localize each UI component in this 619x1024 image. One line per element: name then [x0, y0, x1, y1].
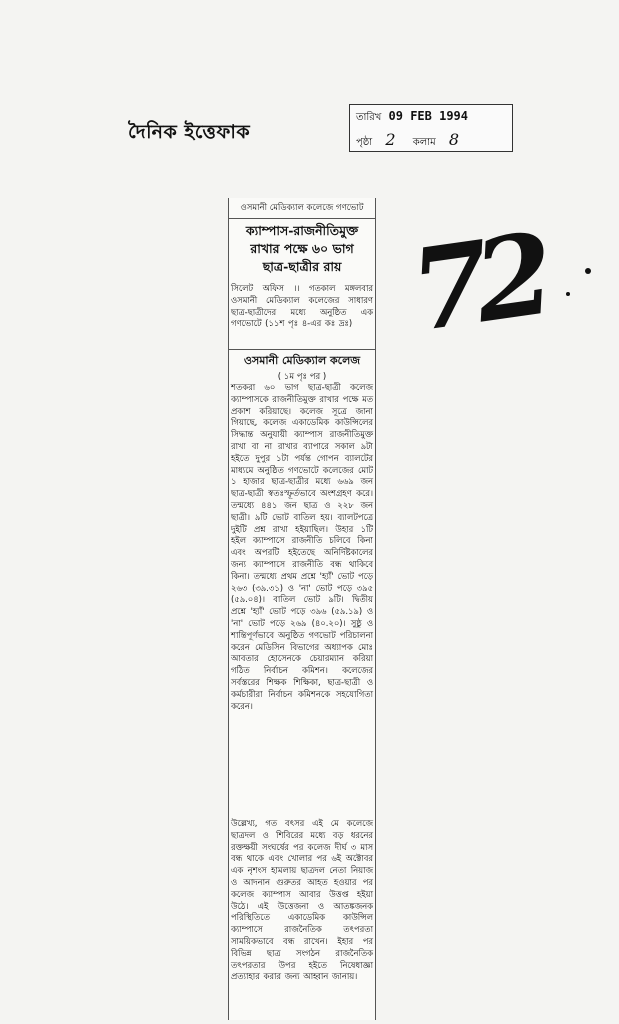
date-stamp	[349, 104, 513, 152]
stamp-date-row	[356, 109, 468, 127]
ink-dot	[566, 292, 570, 296]
continuation-reference: ( ১ম পৃঃ পর )	[277, 372, 327, 382]
article-kicker: ওসমানী মেডিক্যাল কলেজে গণভোট	[229, 201, 375, 219]
stamp-page-label: পৃষ্ঠা	[356, 137, 373, 148]
article-body-continued: উল্লেখ্য, গত বৎসর এই মে কলেজে ছাত্রদল ও শিবিরের মধ্যে বড় ধরনের রক্তক্ষয়ী সংঘর্ষের পর কলেজ দীর্ঘ ৩ মাস বন্ধ থাকে এবং খোলার পর ৬ই অক্টোবর এক নৃশংস হামলায় ছাত্রদল নেতা নিয়াজ ও আদনান গুরুতর আহত হওয়ার পর কলেজ ক্যাম্পাস আবার উত্তপ্ত হইয়া উঠে। এই উত্তেজনা ও আতঙ্কজনক পরিস্থিতিতে একাডেমিক কাউন্সিল ক্যাম্পাসে রাজনৈতিক তৎপরতা সাময়িকভাবে বন্ধ রাখেন। ইহার পর বিভিন্ন ছাত্র সংগঠন রাজনৈতিক তৎপরতার উপর হইতে নিষেধাজ্ঞা প্রত্যাহার করার জন্য আহ্বান জানায়।	[231, 818, 373, 982]
newspaper-masthead: দৈনিক ইত্তেফাক	[128, 121, 251, 143]
headline-line: ক্যাম্পাস-রাজনীতিমুক্ত	[245, 223, 359, 238]
article-lead: সিলেট অফিস ।। গতকাল মঙ্গলবার ওসমানী মেডিক্যাল কলেজের সাধারণ ছাত্র-ছাত্রীদের মধ্যে অনুষ্ঠিত এক গণভোটে (১১শ পৃঃ ৪-এর কঃ দ্রঃ)	[231, 283, 373, 329]
stamp-column-value: 8	[448, 130, 460, 149]
stamp-date-value: 09 FEB 1994	[388, 109, 469, 123]
article-body: শতকরা ৬০ ভাগ ছাত্র-ছাত্রী কলেজ ক্যাম্পাসকে রাজনীতিমুক্ত রাখার পক্ষে মত প্রকাশ করিয়াছে। কলেজ সূত্রে জানা গিয়াছে, কলেজ একাডেমিক কাউন্সিলের সিদ্ধান্ত অনুযায়ী ক্যাম্পাস রাজনীতিমুক্ত রাখা বা না রাখার ব্যাপারে সকাল ৯টা হইতে দুপুর ১টা পর্যন্ত গোপন ব্যালটের মাধ্যমে অনুষ্ঠিত গণভোটে কলেজের মোট ১ হাজার ছাত্র-ছাত্রীর মধ্যে ৬৬৯ জন ছাত্র-ছাত্রী স্বতঃস্ফূর্তভাবে অংশগ্রহণ করে। তন্মধ্যে ৪৪১ জন ছাত্র ও ২২৮ জন ছাত্রী। ৯টি ভোট বাতিল হয়। ব্যালটপত্রে দুইটি প্রশ্ন রাখা হইয়াছিল। উহার ১টি হইল ক্যাম্পাসে রাজনীতি চলিবে কিনা এবং অপরটি হইতেছে অনির্দিষ্টকালের জন্য ক্যাম্পাসে রাজনীতি বন্ধ থাকিবে কিনা। তন্মধ্যে প্রথম প্রশ্নে 'হ্যাঁ' ভোট পড়ে ২৬৩ (৩৯.৩১) ও 'না' ভোট পড়ে ৩৯৫ (৫৯.০৪)। বাতিল ভোট ৯টি। দ্বিতীয় প্রশ্নে 'হ্যাঁ' ভোট পড়ে ৩৯৬ (৫৯.১৯) ও 'না' ভোট পড়ে ২৬৯ (৪০.২০)। সুষ্ঠু ও শান্তিপূর্ণভাবে অনুষ্ঠিত গণভোট পরিচালনা করেন মেডিসিন বিভাগের অধ্যাপক মোঃ আবতার হোসেনকে চেয়ারম্যান করিয়া গঠিত নির্বাচন কমিশন। কলেজের সর্বস্তরের শিক্ষক শিক্ষিকা, ছাত্র-ছাত্রী ও কর্মচারীরা নির্বাচন কমিশনকে সহযোগিতা করেন।	[231, 382, 373, 711]
stamp-column-label: কলাম	[412, 137, 436, 148]
stamp-page-row	[356, 130, 473, 152]
article-headline	[229, 222, 375, 276]
stamp-date-label: তারিখ	[356, 112, 382, 123]
handwritten-number-text: 72	[403, 209, 549, 358]
headline-line: রাখার পক্ষে ৬০ ভাগ	[250, 241, 354, 256]
ink-dot	[585, 268, 591, 274]
handwritten-page-number	[403, 209, 549, 358]
stamp-page-value: 2	[385, 130, 396, 149]
headline-line: ছাত্র-ছাত্রীর রায়	[262, 259, 342, 274]
news-clipping	[228, 198, 376, 1020]
continuation-heading: ওসমানী মেডিক্যাল কলেজ	[229, 349, 375, 371]
